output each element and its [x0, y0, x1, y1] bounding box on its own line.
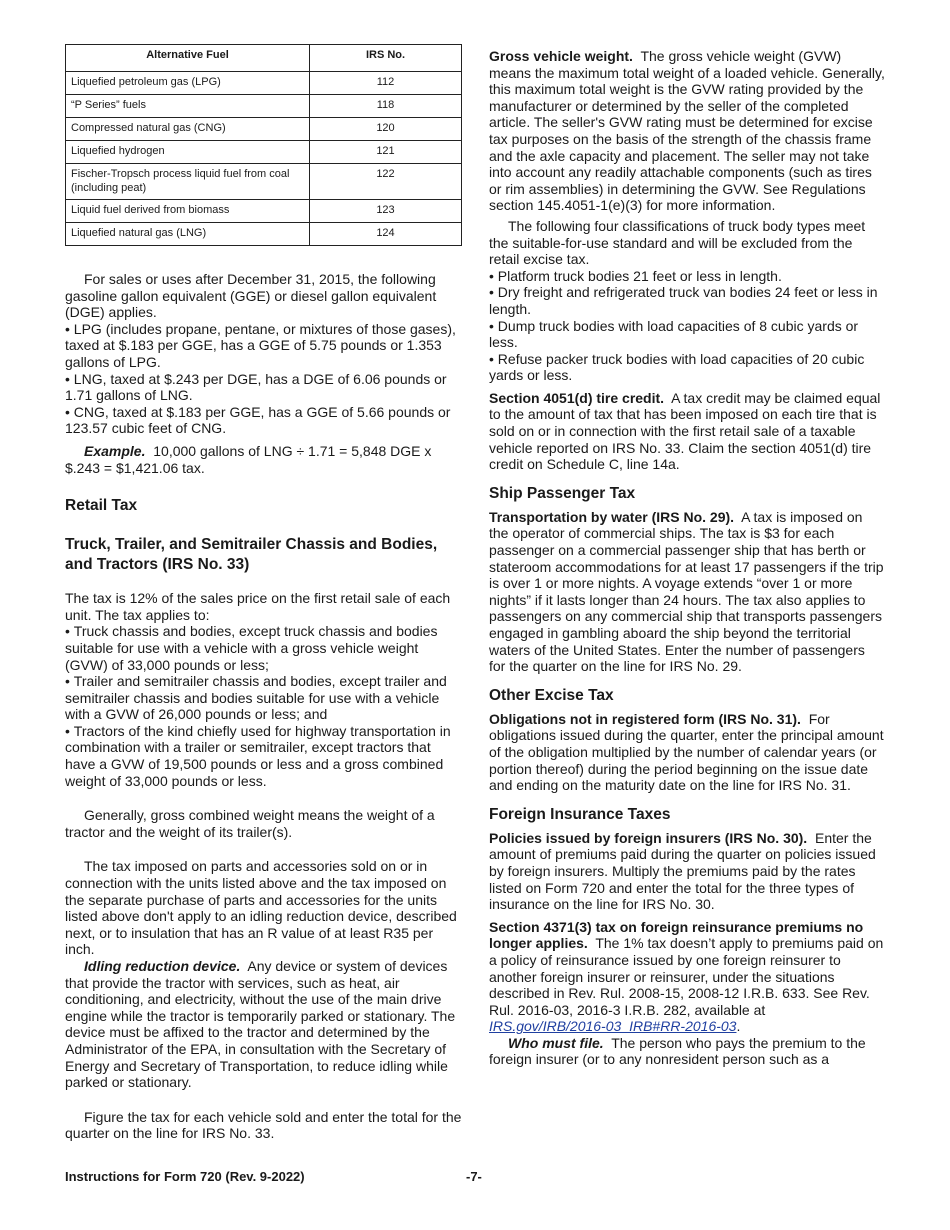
tire-credit-paragraph [489, 390, 885, 473]
left-column [65, 44, 463, 1142]
example-text: 10,000 gallons of LNG ÷ 1.71 = 5,848 DGE x $.243 = $1,421.06 tax. [65, 442, 432, 476]
table-header-fuel: Alternative Fuel [66, 45, 310, 72]
truck-intro: The tax is 12% of the sales price on the first retail sale of each unit. The tax applies to: [65, 590, 451, 623]
table-row [66, 164, 462, 200]
gvw-paragraph [489, 48, 885, 214]
body-types-intro: The following four classifications of truck body types meet the suitable-for-use standard and will be excluded from the retail excise tax. [489, 217, 866, 268]
parts-accessories-text: The tax imposed on parts and accessories sold on or in connection with the units listed above and the tax imposed on the separate purchase of parts and accessories for the units listed above don't apply to an idling reduction device, described next, or to insulation that has an R value of at least R35 per inch. [65, 858, 457, 958]
table-row [66, 72, 462, 95]
policies-paragraph [489, 830, 885, 913]
obligations-text: For obligations issued during the quarter, enter the principal amount of the obligation multiplied by the number of calendar years (or portion thereof) during the period beginning on the issue date and ending on the maturity date on the line for IRS No. 31. [489, 710, 884, 794]
who-must-file-paragraph [489, 1035, 885, 1068]
page-footer [65, 1169, 885, 1186]
irs-number: 122 [310, 164, 462, 200]
example-paragraph [65, 443, 463, 476]
body-type-dump: • Dump truck bodies with load capacities of 8 cubic yards or less. [489, 318, 885, 351]
tire-credit-label: Section 4051(d) tire credit. [489, 389, 665, 406]
table-header-row [66, 45, 462, 72]
table-row [66, 200, 462, 223]
fuel-name: Liquefied natural gas (LNG) [66, 223, 310, 246]
table-row [66, 95, 462, 118]
example-label: Example. [84, 442, 146, 459]
fuel-name: Compressed natural gas (CNG) [66, 118, 310, 141]
tire-credit-text: A tax credit may be claimed equal to the amount of tax that has been imposed on each tire that is sold on or in connection with the first retail sale of a taxable vehicle reported on IRS No. 33. Claim the section 4051(d) tire credit on Schedule C, line 14a. [489, 389, 881, 473]
reinsurance-paragraph [489, 919, 885, 1035]
footer-title: Instructions for Form 720 (Rev. 9-2022) [65, 1169, 305, 1184]
gross-combined-weight-text: Generally, gross combined weight means the weight of a tractor and the weight of its trailer(s). [65, 807, 435, 840]
fuel-name: Liquefied hydrogen [66, 141, 310, 164]
irs-number: 118 [310, 95, 462, 118]
fuel-name: Fischer-Tropsch process liquid fuel from coal (including peat) [66, 164, 310, 200]
gge-bullet-lng: • LNG, taxed at $.243 per DGE, has a DGE of 6.06 pounds or 1.71 gallons of LNG. [65, 371, 463, 404]
retail-tax-heading: Retail Tax [65, 497, 138, 515]
ship-paragraph [489, 509, 885, 675]
other-excise-heading: Other Excise Tax [489, 686, 614, 704]
fuel-name: “P Series” fuels [66, 95, 310, 118]
gge-intro: For sales or uses after December 31, 2015, the following gasoline gallon equivalent (GGE) or diesel gallon equivalent (DGE) applies. [65, 271, 437, 321]
who-must-file-text: The person who pays the premium to the foreign insurer (or to any nonresident person such as a [489, 1034, 866, 1068]
irs-number: 112 [310, 72, 462, 95]
table-row [66, 223, 462, 246]
obligations-paragraph [489, 711, 885, 794]
reinsurance-text: The 1% tax doesn’t apply to premiums paid on a policy of reinsurance issued by one foreign reinsurer to another foreign insurer or reinsurer, under the situations described in Rev. Rul. 2008-15, 2008-12 I.R.B. 633. See Rev. Rul. 2016-03, 2016-3 I.R.B. 282, available at [489, 935, 884, 1018]
gge-bullet-cng: • CNG, taxed at $.183 per GGE, has a GGE of 5.66 pounds or 123.57 cubic feet of CNG. [65, 404, 463, 437]
fuel-name: Liquid fuel derived from biomass [66, 200, 310, 223]
gvw-text: The gross vehicle weight (GVW) means the maximum total weight of a loaded vehicle. Generally, this maximum total weight is the GVW rating provided by the manufacturer or determined by the seller of the completed article. The seller's GVW rating must be determined for excise tax purposes on the basis of the strength of the chassis frame and the axle capacity and placement. The seller may not take into account any readily attachable components (such as tires or rim assemblies) in determining the GVW. See Regulations section 145.4051-1(e)(3) for more information. [489, 48, 885, 214]
right-column [489, 48, 885, 1068]
obligations-label: Obligations not in registered form (IRS No. 31). [489, 710, 801, 727]
irs-number: 121 [310, 141, 462, 164]
foreign-insurance-heading: Foreign Insurance Taxes [489, 805, 671, 823]
page-number: -7- [466, 1169, 482, 1184]
idling-text: Any device or system of devices that provide the tractor with services, such as heat, air conditioning, and electricity, without the use of the main drive engine while the tractor is temporarily parked or stationary. The device must be affixed to the tractor and determined by the Administrator of the EPA, in consultation with the Secretary of Energy and Secretary of Transportation, to reduce idling while parked or stationary. [65, 958, 456, 1091]
irs-number: 120 [310, 118, 462, 141]
table-row [66, 141, 462, 164]
irs-bulletin-link[interactable]: IRS.gov/IRB/2016-03_IRB#RR-2016-03 [489, 1018, 737, 1035]
ship-text: A tax is imposed on the operator of commercial ships. The tax is $3 for each passenger on a commercial passenger ship that has berth or stateroom accommodations for at least 17 passengers if the trip is over 1 or more nights. A voyage extends “over 1 or more nights” if it lasts longer than 24 hours. The tax also applies to passengers on any commercial ship that transports passengers engaged in gambling aboard the ship beyond the territorial waters of the United States. Enter the number of passengers for the quarter on the line for IRS No. 29. [489, 508, 884, 675]
truck-bullet-chassis: • Truck chassis and bodies, except truck chassis and bodies suitable for use with a vehicle with a gross vehicle weight (GVW) of 33,000 pounds or less; [65, 623, 463, 673]
body-type-platform: • Platform truck bodies 21 feet or less in length. [489, 268, 885, 285]
reinsurance-end: . [736, 1018, 741, 1035]
policies-label: Policies issued by foreign insurers (IRS No. 30). [489, 829, 808, 846]
ship-passenger-heading: Ship Passenger Tax [489, 484, 636, 502]
body-type-dry-freight: • Dry freight and refrigerated truck van bodies 24 feet or less in length. [489, 284, 885, 317]
truck-heading: Truck, Trailer, and Semitrailer Chassis and Bodies, and Tractors (IRS No. 33) [65, 536, 438, 573]
gge-bullet-lpg: • LPG (includes propane, pentane, or mixtures of those gases), taxed at $.183 per GGE, has a GGE of 5.75 pounds or 1.353 gallons of LPG. [65, 321, 463, 371]
gvw-label: Gross vehicle weight. [489, 48, 633, 64]
reinsurance-label: Section 4371(3) tax on foreign reinsurance premiums no longer applies. [489, 918, 864, 952]
who-must-file-label: Who must file. [508, 1034, 604, 1051]
irs-number: 123 [310, 200, 462, 223]
truck-bullet-trailer: • Trailer and semitrailer chassis and bodies, except trailer and semitrailer chassis and bodies suitable for use with a vehicle with a GVW of 26,000 pounds or less; and [65, 673, 463, 723]
fuel-name: Liquefied petroleum gas (LPG) [66, 72, 310, 95]
table-row [66, 118, 462, 141]
alternative-fuel-table [65, 44, 462, 246]
irs-number: 124 [310, 223, 462, 246]
body-type-refuse: • Refuse packer truck bodies with load capacities of 20 cubic yards or less. [489, 351, 885, 384]
ship-label: Transportation by water (IRS No. 29). [489, 508, 735, 525]
truck-bullet-tractors: • Tractors of the kind chiefly used for highway transportation in combination with a trailer or semitrailer, except tractors that have a GVW of 19,500 pounds or less and a gross combined weight of 33,000 pounds or less. [65, 723, 463, 789]
idling-paragraph [65, 958, 463, 1091]
figure-tax-text: Figure the tax for each vehicle sold and enter the total for the quarter on the line for IRS No. 33. [65, 1108, 462, 1142]
table-header-irs-no: IRS No. [310, 45, 462, 72]
idling-label: Idling reduction device. [84, 958, 241, 974]
policies-text: Enter the amount of premiums paid during the quarter on policies issued by foreign insurers. Multiply the premiums paid by the rates listed on Form 720 and enter the total for the three types of insurance on the line for IRS No. 30. [489, 829, 876, 913]
